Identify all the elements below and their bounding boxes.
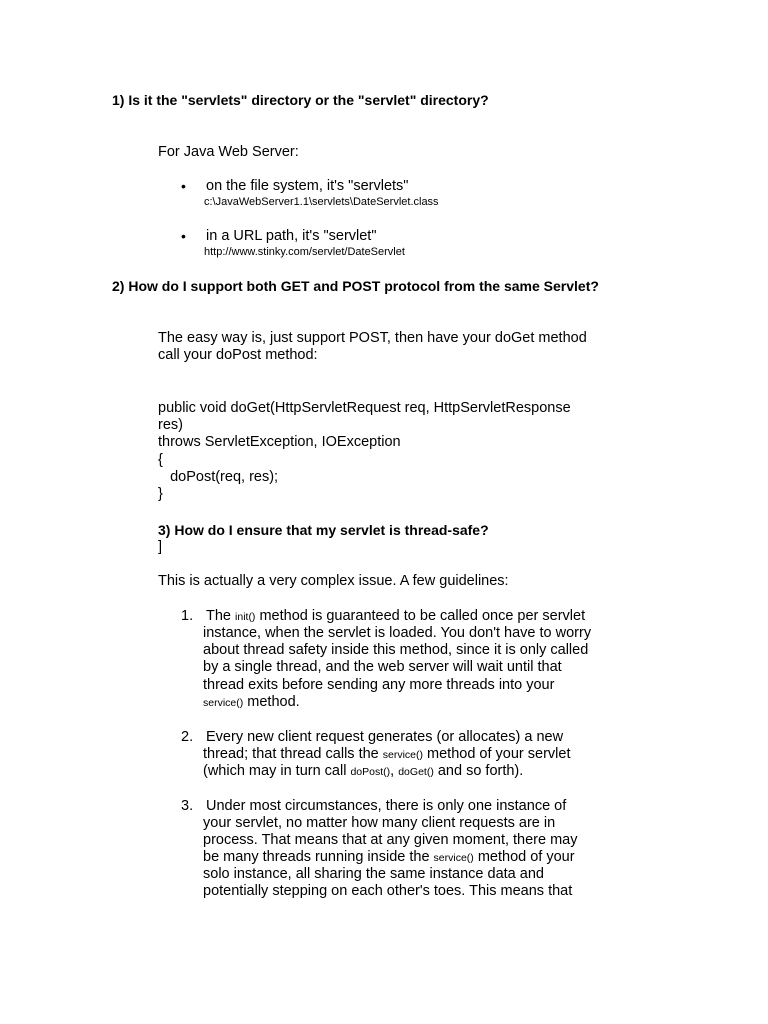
list-item-line: your servlet, no matter how many client requests are in [203, 815, 556, 831]
list-item-line: thread exits before sending any more threads into your [203, 677, 555, 693]
list-item-line: Every new client request generates (or allocates) a new [206, 729, 564, 745]
list-number: 1. [181, 608, 194, 624]
code-service: service() [433, 852, 474, 864]
q1-bullet-2-text: in a URL path, it's "servlet" [206, 228, 377, 244]
q1-bullet-1-detail: c:\JavaWebServer1.1\servlets\DateServlet.class [204, 196, 439, 208]
q1-intro: For Java Web Server: [158, 144, 299, 160]
q1-bullet-1-text: on the file system, it's "servlets" [206, 178, 409, 194]
bullet-dot-1: • [181, 178, 186, 194]
list-item-line: The init() method is guaranteed to be called once per servlet [206, 608, 586, 624]
bullet-dot-2: • [181, 228, 186, 244]
q2-para-line1: The easy way is, just support POST, then have your doGet method [158, 330, 587, 346]
list-item-line: about thread safety inside this method, since it is only called [203, 642, 589, 658]
code-line: throws ServletException, IOException [158, 434, 401, 450]
list-item-line: thread; that thread calls the service() method of your servlet [203, 746, 571, 762]
code-line: public void doGet(HttpServletRequest req, HttpServletResponse [158, 400, 571, 416]
list-item-line: Under most circumstances, there is only one instance of [206, 798, 567, 814]
q3-heading: 3) How do I ensure that my servlet is thread-safe? [158, 522, 489, 538]
code-service: service() [382, 749, 424, 761]
list-item-line: process. That means that at any given moment, there may [203, 832, 578, 848]
q3-bracket: ] [158, 539, 163, 555]
list-number: 2. [181, 729, 194, 745]
list-item-line: (which may in turn call doPost(), doGet() and so forth). [203, 763, 524, 779]
code-doget: doGet() [398, 766, 434, 778]
code-line: } [158, 486, 163, 502]
code-line: res) [158, 417, 183, 433]
list-item-line: be many threads running inside the service() method of your [203, 849, 575, 865]
list-item-line: solo instance, all sharing the same instance data and [203, 866, 544, 882]
q1-bullet-2-detail: http://www.stinky.com/servlet/DateServlet [204, 246, 405, 258]
code-dopost: doPost() [350, 766, 391, 778]
q2-para-line2: call your doPost method: [158, 347, 318, 363]
code-line: doPost(req, res); [158, 469, 279, 485]
list-item-line: by a single thread, and the web server will wait until that [203, 659, 562, 675]
list-item-line: potentially stepping on each other's toes. This means that [203, 883, 573, 899]
list-number: 3. [181, 798, 194, 814]
code-line: { [158, 452, 163, 468]
code-init: init() [235, 611, 256, 623]
q3-intro: This is actually a very complex issue. A few guidelines: [158, 573, 509, 589]
list-item-line: instance, when the servlet is loaded. You don't have to worry [203, 625, 592, 641]
code-service: service() [203, 697, 244, 709]
list-item-line: service() method. [203, 694, 300, 710]
q1-heading: 1) Is it the "servlets" directory or the "servlet" directory? [112, 92, 489, 108]
q2-heading: 2) How do I support both GET and POST protocol from the same Servlet? [112, 278, 599, 294]
